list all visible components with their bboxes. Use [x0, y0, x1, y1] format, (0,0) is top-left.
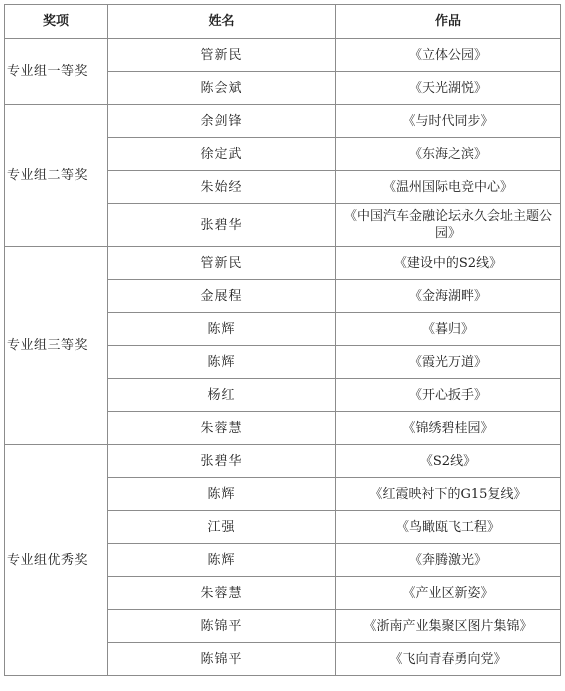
award-cell: 专业组一等奖 — [5, 39, 108, 105]
header-row — [5, 5, 561, 39]
name-cell: 陈辉 — [108, 478, 336, 511]
name-cell: 陈辉 — [108, 313, 336, 346]
name-cell: 陈锦平 — [108, 610, 336, 643]
name-cell: 朱蓉慧 — [108, 412, 336, 445]
work-cell: 《浙南产业集聚区图片集锦》 — [336, 610, 561, 643]
header-award: 奖项 — [5, 5, 108, 39]
name-cell: 朱始经 — [108, 171, 336, 204]
work-cell: 《飞向青春勇向党》 — [336, 643, 561, 676]
header-work: 作品 — [336, 5, 561, 39]
work-cell: 《产业区新姿》 — [336, 577, 561, 610]
table-body — [5, 39, 561, 676]
award-table — [4, 4, 561, 676]
name-cell: 江强 — [108, 511, 336, 544]
name-cell: 徐定武 — [108, 138, 336, 171]
table-row — [5, 247, 561, 280]
name-cell: 余剑锋 — [108, 105, 336, 138]
name-cell: 张碧华 — [108, 204, 336, 247]
name-cell: 杨红 — [108, 379, 336, 412]
table-row — [5, 445, 561, 478]
award-cell: 专业组优秀奖 — [5, 445, 108, 676]
name-cell: 陈辉 — [108, 544, 336, 577]
work-cell: 《S2线》 — [336, 445, 561, 478]
award-cell: 专业组二等奖 — [5, 105, 108, 247]
work-cell: 《开心扳手》 — [336, 379, 561, 412]
name-cell: 朱蓉慧 — [108, 577, 336, 610]
table-row — [5, 105, 561, 138]
work-cell: 《霞光万道》 — [336, 346, 561, 379]
work-cell: 《与时代同步》 — [336, 105, 561, 138]
header-name: 姓名 — [108, 5, 336, 39]
work-cell: 《鸟瞰瓯飞工程》 — [336, 511, 561, 544]
work-cell: 《建设中的S2线》 — [336, 247, 561, 280]
work-cell: 《天光湖悦》 — [336, 72, 561, 105]
work-cell: 《立体公园》 — [336, 39, 561, 72]
award-cell: 专业组三等奖 — [5, 247, 108, 445]
name-cell: 陈锦平 — [108, 643, 336, 676]
work-cell: 《红霞映衬下的G15复线》 — [336, 478, 561, 511]
name-cell: 金展程 — [108, 280, 336, 313]
name-cell: 管新民 — [108, 39, 336, 72]
name-cell: 管新民 — [108, 247, 336, 280]
work-cell: 《奔腾激光》 — [336, 544, 561, 577]
work-cell: 《锦绣碧桂园》 — [336, 412, 561, 445]
work-cell: 《东海之滨》 — [336, 138, 561, 171]
work-cell: 《暮归》 — [336, 313, 561, 346]
table-row — [5, 39, 561, 72]
work-cell: 《温州国际电竞中心》 — [336, 171, 561, 204]
work-cell: 《金海湖畔》 — [336, 280, 561, 313]
name-cell: 张碧华 — [108, 445, 336, 478]
name-cell: 陈辉 — [108, 346, 336, 379]
work-cell: 《中国汽车金融论坛永久会址主题公园》 — [336, 204, 561, 247]
name-cell: 陈会斌 — [108, 72, 336, 105]
